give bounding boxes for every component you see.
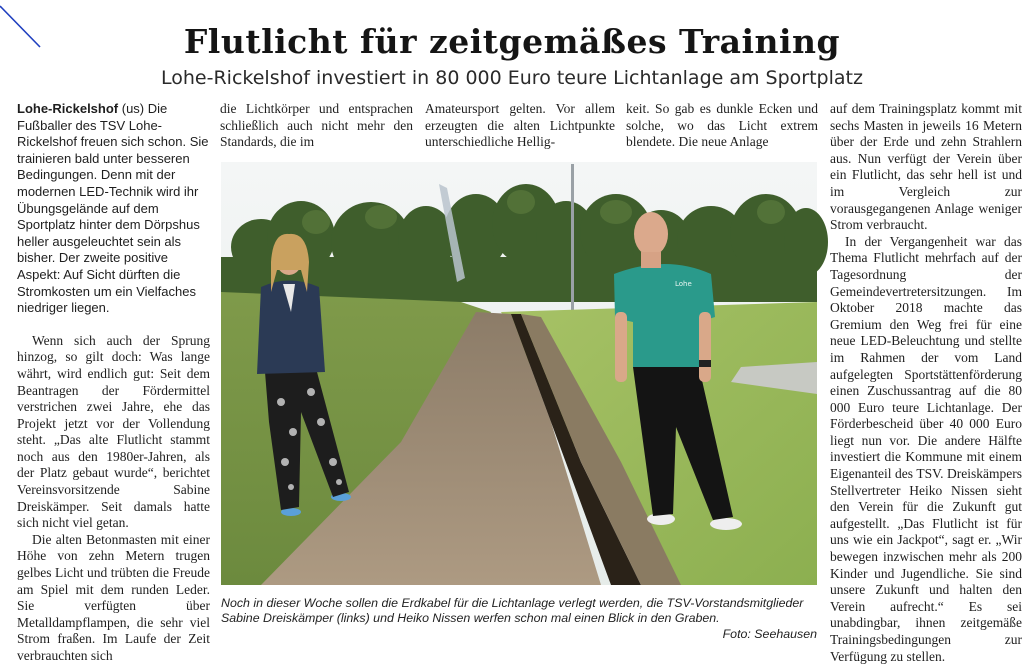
column-5 [830,101,1022,664]
body-paragraph: In der Vergangenheit war das Thema Flutlicht mehrfach auf der Tagesordnung der Gemeindevertretersitzungen. Im Oktober 2018 machte das Gremium den Weg frei für eine neue LED-Beleuchtung und stellte im Rahmen der vom Land aufgelegten Sportstättenförderung einen Zuschussantrag auf die 80 000 Euro teure Lichtanlage. Der Förderbescheid über 40 000 Euro liegt nun vor. Die andere Hälfte investiert die Kommune mit einem Eigenanteil des TSV. Dreiskämpers Stellvertreter Heiko Nissen sieht den Verein für die Zukunft gut aufgestellt. „Das Flutlicht ist für uns wie ein Jackpot“, sagt er. „Wir bewegen inzwischen mehr als 200 Kinder und Jugendliche. Sie sind unsere Zukunft und halten den Verein aufrecht.“ Es sei unabdingbar, ihnen zeitgemäße Trainingsbedingungen zur Verfügung zu stellen. [830,233,1022,664]
body-paragraph: Wenn sich auch der Sprung hinzog, so gilt doch: Was lange währt, wird endlich gut: Seit dem Beantragen der Fördermittel verstrichen zwei Jahre, ehe das Projekt jetzt vor der Vollendung steht. „Das alte Flutlicht stammt noch aus den 1980er-Jahren, als der Platz gebaut wurde“, berichtet Vereinsvorsitzende Sabine Dreiskämper. Seit damals hatte sich nicht viel getan. [17,332,210,531]
body-paragraph: keit. So gab es dunkle Ecken und solche, wo das Licht extrem blendete. Die neue Anlage [626,101,818,150]
column-2 [220,101,413,157]
lead-paragraph [17,101,210,317]
body-paragraph: die Lichtkörper und entsprachen schließlich auch nicht mehr den Standards, die im [220,101,413,150]
shirt-logo-text: Lohe [675,280,692,288]
photo-caption: Noch in dieser Woche sollen die Erdkabel für die Lichtanlage verlegt werden, die TSV-Vorstandsmitglieder Sabine Dreiskämper (links) und Heiko Nissen werfen schon mal einen Blick in den Graben. [221,596,804,626]
article-subheadline: Lohe-Rickelshof investiert in 80 000 Euro teure Lichtanlage am Sportplatz [161,67,863,89]
body-paragraph: auf dem Trainingsplatz kommt mit sechs Masten in jeweils 16 Metern über der Erde und zehn Strahlern aus. Nun verfügt der Verein über ein Flutlicht, das sehr hell ist und im Vergleich zur vorausgegangenen Anlage weniger Strom verbraucht. [830,101,1022,233]
photo-credit: Foto: Seehausen [722,627,817,641]
column-1 [17,101,210,663]
body-paragraph: Amateursport gelten. Vor allem erzeugten die alten Lichtpunkte unterschiedliche Hellig- [425,101,615,150]
article-photo [221,162,817,585]
lead-author: (us) [118,101,148,116]
article-headline: Flutlicht für zeitgemäßes Training [183,22,841,61]
column-3 [425,101,615,157]
column-4 [626,101,818,157]
body-paragraph: Die alten Betonmasten mit einer Höhe von zehn Metern trugen gelbes Licht und trübten die Freude am Spiel mit dem runden Leder. Sie verfügten über Metalldampflampen, die sehr viel Strom fraßen. Im Laufe der Zeit verbrauchten sich [17,531,210,663]
lead-text: Die Fußballer des TSV Lohe-Rickelshof freuen sich schon. Sie trainieren bald unter besseren Bedingungen. Denn mit der modernen LED-Technik wird ihr Übungsgelände auf dem Sportplatz hinter dem Dörpshus heller ausgeleuchtet sein als bisher. Der zweite positive Aspekt: Auf Sicht dürften die Stromkosten um ein Vielfaches niedriger liegen. [17,101,209,316]
photo-light-pole [571,164,574,312]
lead-place: Lohe-Rickelshof [17,101,119,116]
